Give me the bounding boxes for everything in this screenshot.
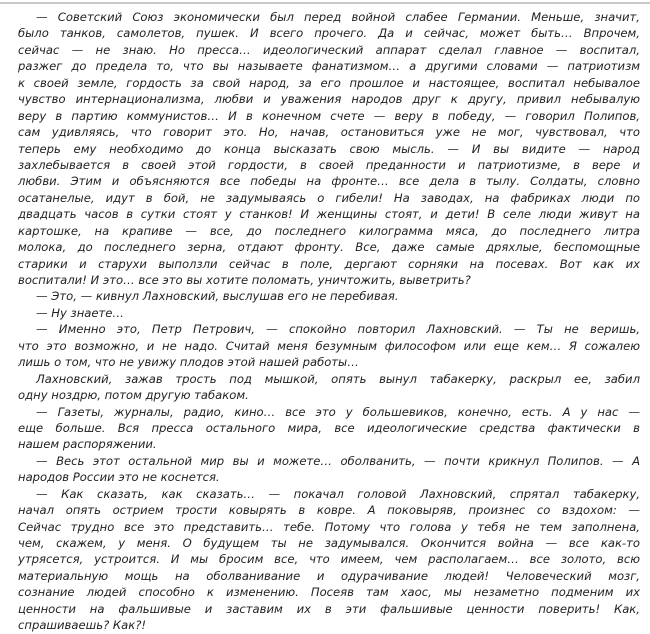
text-line: было танков, самолетов, пушек. И всего прочего. Да и сейчас, может быть… Впрочем, (18, 26, 640, 41)
text-line: чувство интернационализма, любви и уважения народов друг к другу, привил небывалую (18, 92, 640, 107)
text-line: — Газеты, журналы, радио, кино… все это у большевиков, конечно, есть. А у нас — (36, 404, 640, 419)
text-line: что это возможно, и не надо. Считай меня безумным философом или еще кем… Я сожалею (18, 338, 640, 353)
text-line: материальную мощь на оболванивание и одурачивание людей! Человеческий мозг, (18, 568, 640, 583)
text-line: спрашиваешь? Как?! (18, 618, 147, 633)
paragraph (18, 404, 640, 453)
document-text (18, 9, 640, 634)
text-line: к своей земле, гордость за свой народ, за его прошлое и настоящее, воспитал небывалое (18, 75, 640, 90)
paragraph (18, 321, 640, 370)
text-line: утрясется, устроится. И мы бросим все, что имеем, чем располагаем… все золото, всю (18, 552, 640, 567)
text-line: — Весь этот остальной мир вы и можете… оболванить, — почти крикнул Полипов. — А (36, 453, 640, 468)
paragraph (18, 486, 640, 634)
text-line: воспитали! И это… все это вы хотите поломать, уничтожить, выветрить? (18, 273, 471, 287)
text-line: любви. Этим и объясняются все победы на фронте… все дела в тылу. Солдаты, словно (18, 174, 640, 189)
text-line: веру в партию коммунистов… И в конечном счете — веру в победу, — говорил Полипов, (18, 108, 640, 123)
text-line: народов России это не коснется. (18, 470, 220, 485)
text-line: двадцать часов в сутки стоят у станков! И женщины стоят, и дети! В селе люди живут на (18, 207, 640, 222)
text-line: разжег до предела то, что вы называете фанатизмом… а другими словами — патриотизм (18, 59, 640, 74)
text-line: — Именно это, Петр Петрович, — спокойно повторил Лахновский. — Ты не веришь, (36, 322, 640, 337)
text-line: осатанелые, идут в бой, не задумываясь о гибели! На заводах, на фабриках люди по (18, 190, 640, 205)
text-line: молока, до последнего зерна, отдают фронту. Все, даже самые дряхлые, беспомощные (18, 240, 640, 255)
text-line: теперь ему необходимо до конца высказать свою мысль. — И вы видите — народ (18, 141, 640, 156)
text-line: начал опять острием трости ковырять в ковре. А поковыряв, произнес со вздохом: — (18, 503, 640, 518)
text-line: — Как сказать, как сказать… — покачал головой Лахновский, спрятал табакерку, (36, 486, 640, 501)
text-line: сам удивляясь, что говорит это. Но, начав, остановиться уже не мог, чувствовал, что (18, 125, 640, 140)
text-line: ценности на фальшивые и заставим их в эти фальшивые ценности поверить! Как, (18, 601, 640, 616)
paragraph (18, 371, 640, 404)
text-line: лишь о том, что не увижу плодов этой нашей работы… (18, 355, 359, 370)
text-line: — Это, — кивнул Лахновский, выслушав его не перебивая. (36, 289, 399, 304)
text-line: сознание людей способно к изменению. Посеяв там хаос, мы незаметно подменим их (18, 585, 640, 600)
paragraph (18, 9, 640, 288)
top-border-line (0, 2, 650, 4)
paragraph (18, 453, 640, 486)
text-line: еще больше. Вся пресса остального мира, все идеологические средства фактически в (18, 420, 640, 435)
text-line: захлебывается в своей этой гордости, в своей преданности и патриотизме, в вере и (18, 157, 640, 172)
paragraph (18, 305, 640, 321)
text-line: сейчас — не знаю. Но пресса… идеологический аппарат сделал главное — воспитал, (18, 42, 640, 57)
text-line: одну ноздрю, потом другую табаком. (18, 388, 249, 403)
text-line: чем, скажем, у меня. О будущем ты не задумывался. Окончится война — все как-то (18, 536, 640, 550)
text-line: картошке, на крапиве — все, до последнего килограмма мяса, до последнего литра (18, 223, 640, 238)
text-line: нашем распоряжении. (18, 437, 157, 452)
paragraph (18, 288, 640, 304)
text-line: старики и старухи выползли сейчас в поле, дергают сорняки на посевах. Вот как их (18, 256, 640, 271)
text-line: Сейчас трудно все это представить… тебе. Потому что голова у тебя не тем заполнена, (18, 519, 640, 534)
text-line: — Ну знаете… (36, 305, 125, 320)
text-line: — Советский Союз экономически был перед войной слабее Германии. Меньше, значит, (36, 10, 640, 24)
text-line: Лахновский, зажав трость под мышкой, опять вынул табакерку, раскрыл ее, забил (36, 371, 640, 386)
